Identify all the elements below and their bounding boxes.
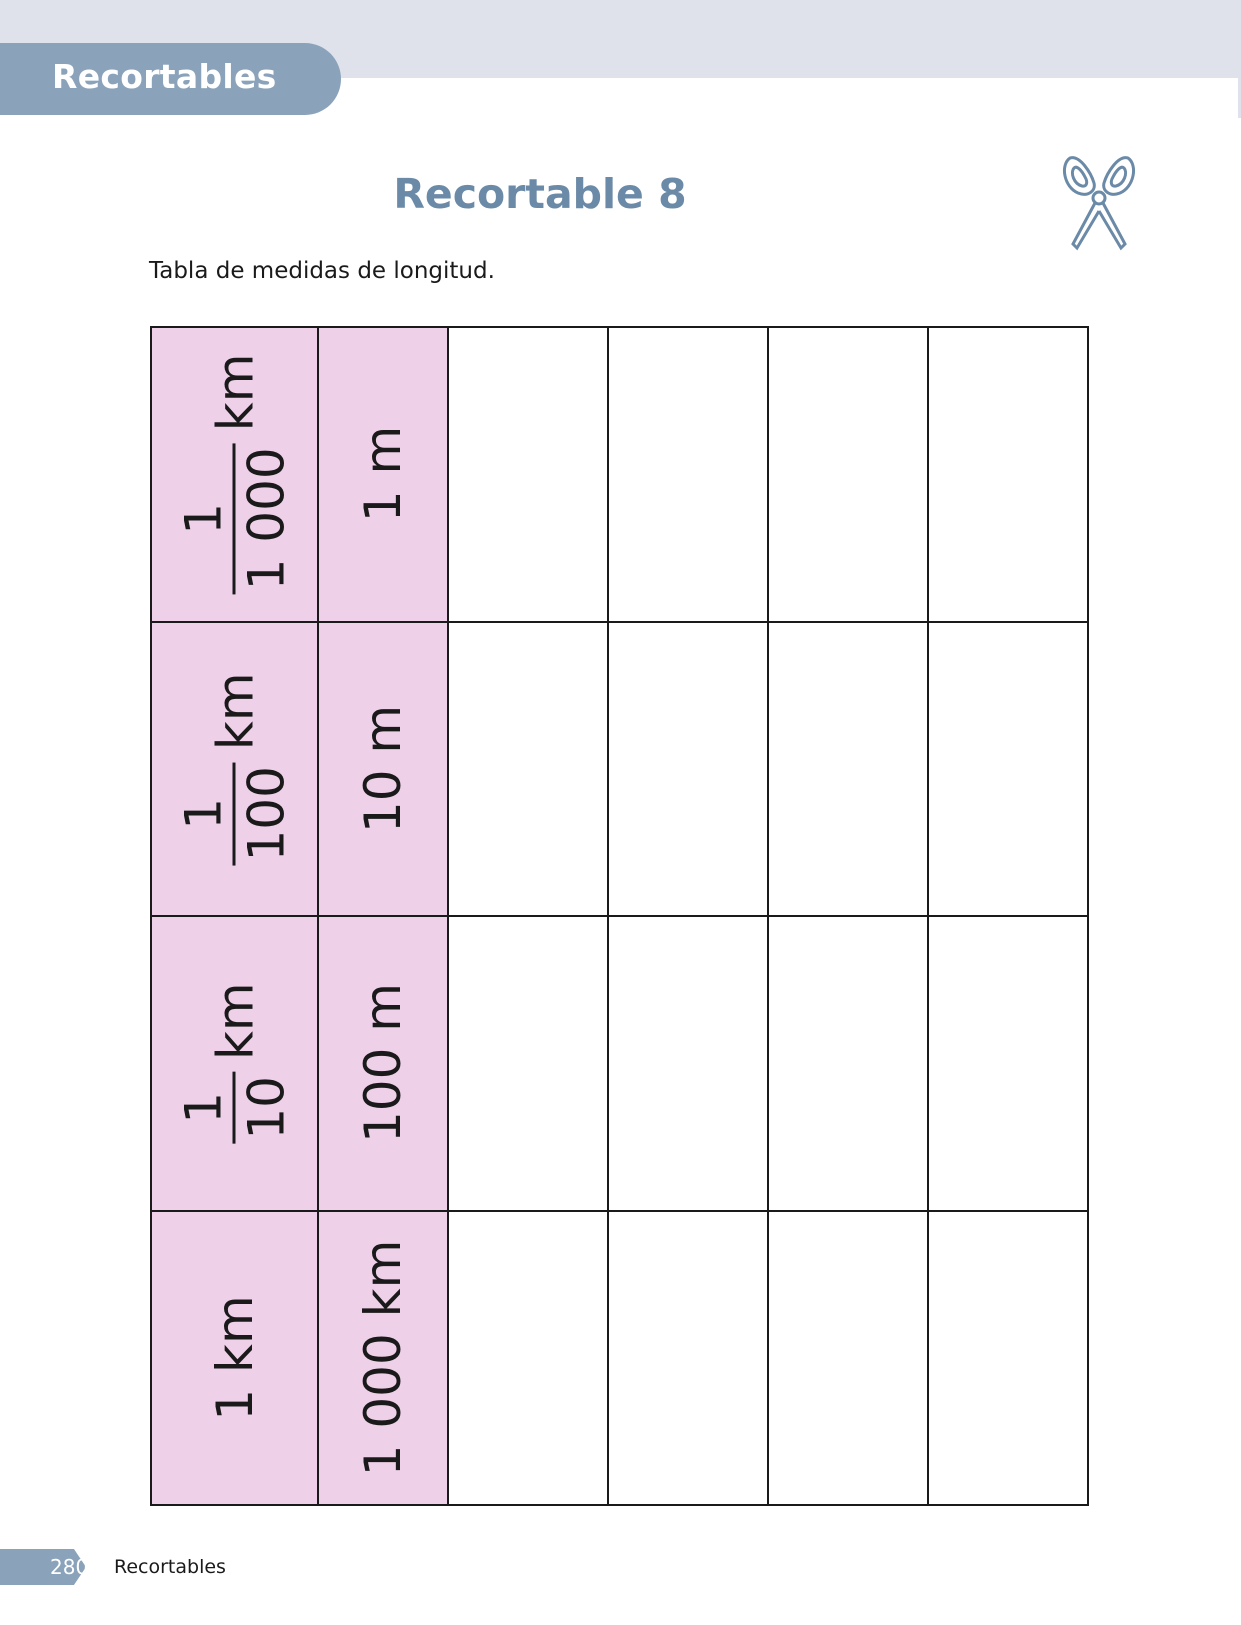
fraction: 1 100	[178, 762, 291, 865]
empty-cell	[608, 916, 768, 1211]
equivalent-cell	[318, 327, 448, 622]
unit-label: km	[205, 982, 264, 1061]
fraction-cell	[151, 327, 318, 622]
empty-cell	[768, 622, 928, 917]
empty-cell	[768, 1211, 928, 1506]
empty-cell	[608, 622, 768, 917]
empty-cell	[448, 327, 608, 622]
empty-cell	[928, 916, 1088, 1211]
footer-label: Recortables	[114, 1556, 226, 1578]
page-title: Recortable 8	[393, 170, 687, 218]
equivalent-cell	[318, 916, 448, 1211]
empty-cell	[448, 1211, 608, 1506]
length-measures-table	[150, 326, 1089, 1506]
unit-label: km	[205, 672, 264, 750]
empty-cell	[448, 916, 608, 1211]
unit-label: 1 km	[205, 1295, 264, 1421]
fraction-cell	[151, 622, 318, 917]
unit-label: km	[205, 353, 264, 432]
page-number: 280	[50, 1555, 89, 1579]
empty-cell	[928, 1211, 1088, 1506]
equivalent-label: 100 m	[354, 983, 412, 1144]
table-row	[151, 1211, 1088, 1506]
equivalent-label: 1 m	[354, 426, 412, 523]
table-row	[151, 327, 1088, 622]
table-row	[151, 916, 1088, 1211]
empty-cell	[608, 327, 768, 622]
unit-cell	[151, 1211, 318, 1506]
empty-cell	[768, 916, 928, 1211]
equivalent-cell	[318, 1211, 448, 1506]
equivalent-label: 1 000 km	[354, 1239, 412, 1477]
scissors-icon	[1060, 155, 1138, 253]
section-label: Recortables	[52, 57, 277, 96]
equivalent-cell	[318, 622, 448, 917]
empty-cell	[608, 1211, 768, 1506]
empty-cell	[768, 327, 928, 622]
table-row	[151, 622, 1088, 917]
empty-cell	[448, 622, 608, 917]
fraction-cell	[151, 916, 318, 1211]
empty-cell	[928, 622, 1088, 917]
fraction: 1 10	[178, 1072, 291, 1144]
equivalent-label: 10 m	[354, 704, 412, 833]
fraction: 1 1 000	[178, 444, 291, 595]
empty-cell	[928, 327, 1088, 622]
subtitle: Tabla de medidas de longitud.	[149, 258, 495, 284]
